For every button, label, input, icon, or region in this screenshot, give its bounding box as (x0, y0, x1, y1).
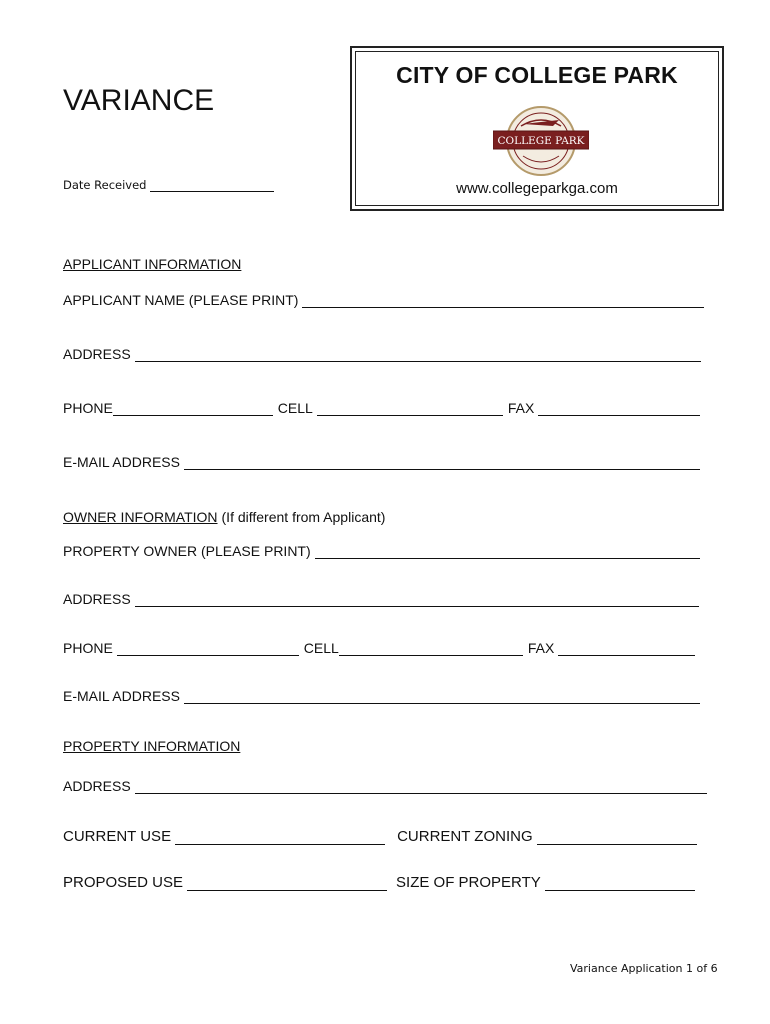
date-received (63, 178, 274, 192)
applicant-fax-field[interactable] (538, 400, 700, 416)
applicant-name-field[interactable] (302, 292, 704, 308)
owner-heading-row (63, 509, 385, 525)
owner-phone-field[interactable] (117, 640, 299, 656)
applicant-email-field[interactable] (184, 454, 700, 470)
applicant-phone-row (63, 398, 700, 416)
city-header-box (350, 46, 724, 211)
property-use-row (63, 827, 697, 845)
owner-email-field[interactable] (184, 688, 700, 704)
applicant-heading: APPLICANT INFORMATION (63, 256, 242, 272)
proposed-use-field[interactable] (187, 875, 387, 891)
city-website-link[interactable]: www.collegeparkga.com (456, 180, 618, 197)
form-title: VARIANCE (63, 84, 215, 117)
applicant-cell-label: CELL (277, 400, 313, 416)
applicant-fax-label: FAX (507, 400, 535, 416)
date-received-field[interactable] (150, 179, 274, 192)
owner-fax-label: FAX (527, 640, 555, 656)
owner-heading-note: (If different from Applicant) (221, 509, 386, 525)
applicant-address-label: ADDRESS (63, 346, 131, 362)
applicant-phone-label: PHONE (63, 400, 113, 416)
seal-text: COLLEGE PARK (497, 135, 585, 147)
current-use-field[interactable] (175, 829, 385, 845)
city-seal-logo (493, 104, 589, 183)
city-name: CITY OF COLLEGE PARK (396, 62, 678, 88)
applicant-email-row (63, 452, 700, 470)
property-proposed-row (63, 873, 695, 891)
page-footer: Variance Application 1 of 6 (570, 962, 718, 975)
applicant-name-label: APPLICANT NAME (PLEASE PRINT) (63, 292, 299, 308)
owner-name-field[interactable] (315, 543, 700, 559)
owner-email-row (63, 686, 700, 704)
owner-fax-field[interactable] (558, 640, 695, 656)
applicant-email-label: E-MAIL ADDRESS (63, 454, 180, 470)
owner-address-label: ADDRESS (63, 591, 131, 607)
owner-phone-label: PHONE (63, 640, 113, 656)
property-address-label: ADDRESS (63, 778, 131, 794)
size-of-property-label: SIZE OF PROPERTY (396, 874, 541, 891)
property-heading: PROPERTY INFORMATION (63, 738, 241, 754)
proposed-use-label: PROPOSED USE (63, 874, 184, 891)
owner-heading: OWNER INFORMATION (63, 509, 218, 525)
owner-address-field[interactable] (135, 591, 699, 607)
date-received-label: Date Received (63, 178, 147, 192)
owner-address-row (63, 589, 699, 607)
size-of-property-field[interactable] (545, 875, 695, 891)
owner-email-label: E-MAIL ADDRESS (63, 688, 180, 704)
current-zoning-field[interactable] (537, 829, 697, 845)
owner-cell-field[interactable] (339, 640, 523, 656)
applicant-phone-field[interactable] (113, 400, 273, 416)
owner-phone-row (63, 638, 695, 656)
applicant-address-row (63, 344, 701, 362)
property-address-field[interactable] (135, 778, 707, 794)
owner-cell-label: CELL (303, 640, 339, 656)
property-address-row (63, 776, 707, 794)
current-use-label: CURRENT USE (63, 828, 172, 845)
current-zoning-label: CURRENT ZONING (397, 828, 533, 845)
applicant-address-field[interactable] (135, 346, 701, 362)
owner-name-row (63, 541, 700, 559)
owner-name-label: PROPERTY OWNER (PLEASE PRINT) (63, 543, 311, 559)
applicant-cell-field[interactable] (317, 400, 503, 416)
applicant-name-row (63, 290, 704, 308)
